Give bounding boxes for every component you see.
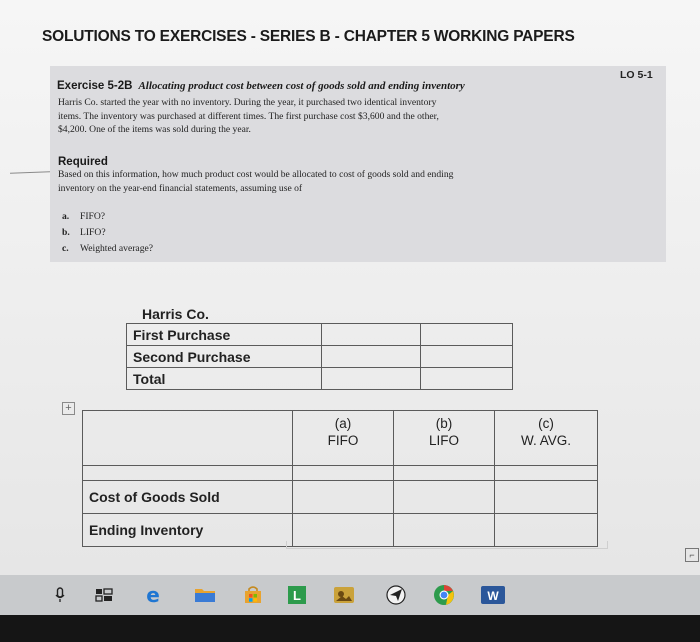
row-label: Ending Inventory: [83, 514, 293, 547]
table-row: [127, 368, 513, 390]
row-label: First Purchase: [127, 324, 322, 346]
row-label: Second Purchase: [127, 346, 322, 368]
spacer-cell: [394, 466, 495, 481]
store-icon[interactable]: [243, 585, 263, 605]
edge-icon[interactable]: [143, 585, 163, 605]
file-explorer-icon[interactable]: [194, 585, 216, 605]
pen-mark: [10, 171, 50, 173]
word-icon[interactable]: [480, 585, 506, 605]
input-cell[interactable]: [421, 368, 513, 390]
screen-bezel: [0, 615, 700, 642]
required-heading: Required: [58, 156, 108, 168]
input-cell[interactable]: [421, 346, 513, 368]
spacer-cell: [293, 466, 394, 481]
exercise-body-line: Harris Co. started the year with no inventory. During the year, it purchased two identical inventory: [58, 97, 437, 108]
photos-icon[interactable]: [333, 585, 355, 605]
exercise-body-line: items. The inventory was purchased at different times. The first purchase cost $3,600 and the other,: [58, 110, 439, 122]
input-cell[interactable]: [322, 368, 421, 390]
task-view-icon[interactable]: [95, 585, 113, 605]
input-cell[interactable]: [322, 346, 421, 368]
column-header-fifo: [293, 411, 394, 466]
table-shadow-line: [286, 541, 608, 549]
learning-objective-label: LO 5-1: [620, 69, 653, 81]
option-c: [62, 243, 153, 254]
exercise-number: Exercise 5-2B: [57, 80, 133, 92]
column-letter: (b): [435, 416, 453, 431]
input-cell[interactable]: [495, 481, 598, 514]
option-letter: a.: [62, 211, 70, 222]
row-label: Total: [127, 368, 322, 390]
spacer-cell: [495, 466, 598, 481]
column-letter: (a): [334, 416, 352, 431]
spacer-cell: [83, 466, 293, 481]
word-letter: W: [487, 589, 499, 603]
option-letter: c.: [62, 243, 69, 254]
table-spacer-row: [83, 466, 598, 481]
exercise-heading: [57, 80, 465, 92]
table-row: [127, 346, 513, 368]
blank-header-cell: [83, 411, 293, 466]
table-move-handle-icon[interactable]: +: [62, 402, 75, 415]
option-letter: b.: [62, 227, 70, 238]
column-header-weighted-average: [495, 411, 598, 466]
option-text: LIFO?: [80, 227, 106, 238]
table-row: [83, 481, 598, 514]
input-cell[interactable]: [322, 324, 421, 346]
input-cell[interactable]: [293, 481, 394, 514]
column-method: W. AVG.: [520, 433, 571, 448]
launcher-letter: L: [293, 588, 301, 603]
resize-handle-icon[interactable]: ⌐: [685, 548, 699, 562]
allocation-table: [82, 410, 598, 547]
purchases-table: [126, 323, 513, 390]
send-icon[interactable]: [385, 585, 407, 605]
row-label: Cost of Goods Sold: [83, 481, 293, 514]
exercise-body: [58, 96, 558, 137]
exercise-body-line: $4,200. One of the items was sold during the year.: [58, 124, 251, 136]
table-row: [127, 324, 513, 346]
column-header-lifo: [394, 411, 495, 466]
required-body: [58, 168, 558, 195]
option-text: FIFO?: [80, 211, 106, 222]
column-method: FIFO: [327, 433, 359, 448]
column-letter: (c): [538, 416, 554, 431]
microphone-icon[interactable]: [55, 585, 65, 605]
input-cell[interactable]: [421, 324, 513, 346]
column-method: LIFO: [428, 433, 459, 448]
table-title: Harris Co.: [142, 306, 209, 322]
svg-text:e: e: [146, 585, 160, 605]
launcher-icon[interactable]: [288, 585, 306, 605]
required-line: Based on this information, how much product cost would be allocated to cost of goods sold and ending: [58, 169, 454, 180]
table-header-row: [83, 411, 598, 466]
exercise-subtitle: Allocating product cost between cost of goods sold and ending inventory: [138, 80, 465, 92]
option-b: [62, 227, 106, 238]
option-text: Weighted average?: [80, 243, 154, 254]
option-a: [62, 211, 105, 222]
page-title: SOLUTIONS TO EXERCISES - SERIES B - CHAPTER 5 WORKING PAPERS: [42, 28, 575, 45]
required-line: inventory on the year-end financial statements, assuming use of: [58, 182, 303, 194]
input-cell[interactable]: [394, 481, 495, 514]
chrome-icon[interactable]: [433, 585, 455, 605]
